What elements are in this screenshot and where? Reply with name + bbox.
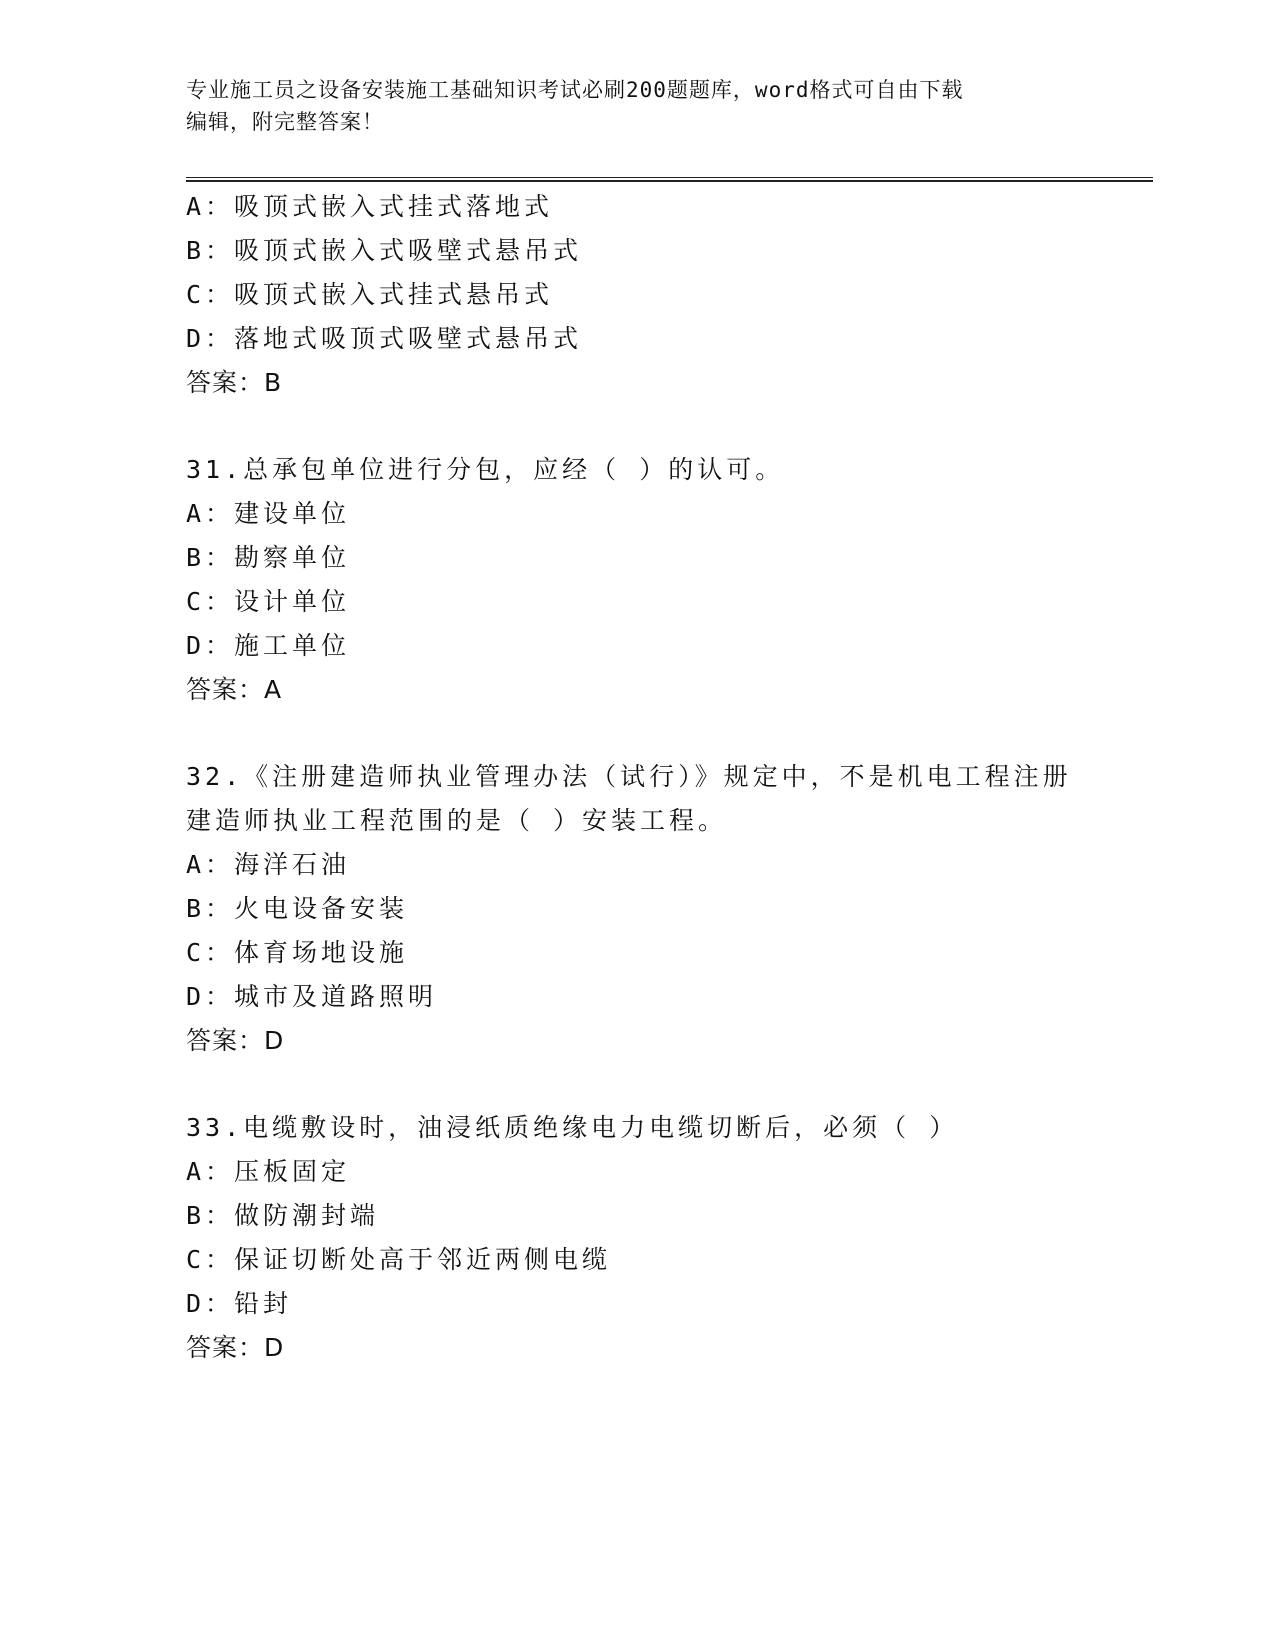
q32-option-b: B：火电设备安装 (186, 894, 409, 923)
prev-option-c: C：吸顶式嵌入式挂式悬吊式 (186, 280, 554, 309)
q33-stem: 33.电缆敷设时，油浸纸质绝缘电力电缆切断后，必须（ ） (186, 1113, 959, 1142)
header-divider (186, 177, 1153, 182)
q33-option-b: B：做防潮封端 (186, 1201, 380, 1230)
q31-option-c: C：设计单位 (186, 587, 351, 616)
q32-answer: 答案：D (186, 1026, 285, 1055)
q32-stem-line-1: 32.《注册建造师执业管理办法（试行）》规定中，不是机电工程注册 (186, 762, 1072, 791)
q31-answer: 答案：A (186, 675, 283, 704)
prev-option-b: B：吸顶式嵌入式吸壁式悬吊式 (186, 236, 583, 265)
q33-option-a: A：压板固定 (186, 1157, 351, 1186)
q32-option-d: D：城市及道路照明 (186, 982, 438, 1011)
prev-option-d: D：落地式吸顶式吸壁式悬吊式 (186, 324, 583, 353)
q31-option-a: A：建设单位 (186, 499, 351, 528)
header-line-1: 专业施工员之设备安装施工基础知识考试必刷200题题库，word格式可自由下载 (186, 78, 964, 102)
q31-option-b: B：勘察单位 (186, 543, 351, 572)
header-line-2: 编辑，附完整答案！ (186, 110, 384, 134)
prev-option-a: A：吸顶式嵌入式挂式落地式 (186, 192, 554, 221)
q31-stem: 31.总承包单位进行分包，应经（ ）的认可。 (186, 455, 785, 484)
q32-option-c: C：体育场地设施 (186, 938, 409, 967)
prev-answer: 答案：B (186, 368, 283, 397)
q33-answer: 答案：D (186, 1333, 285, 1362)
q33-option-d: D：铅封 (186, 1289, 293, 1318)
q32-stem-line-2: 建造师执业工程范围的是（ ）安装工程。 (186, 806, 728, 835)
q33-option-c: C：保证切断处高于邻近两侧电缆 (186, 1245, 612, 1274)
q31-option-d: D：施工单位 (186, 631, 351, 660)
q32-option-a: A：海洋石油 (186, 850, 351, 879)
document-header (186, 74, 1086, 138)
